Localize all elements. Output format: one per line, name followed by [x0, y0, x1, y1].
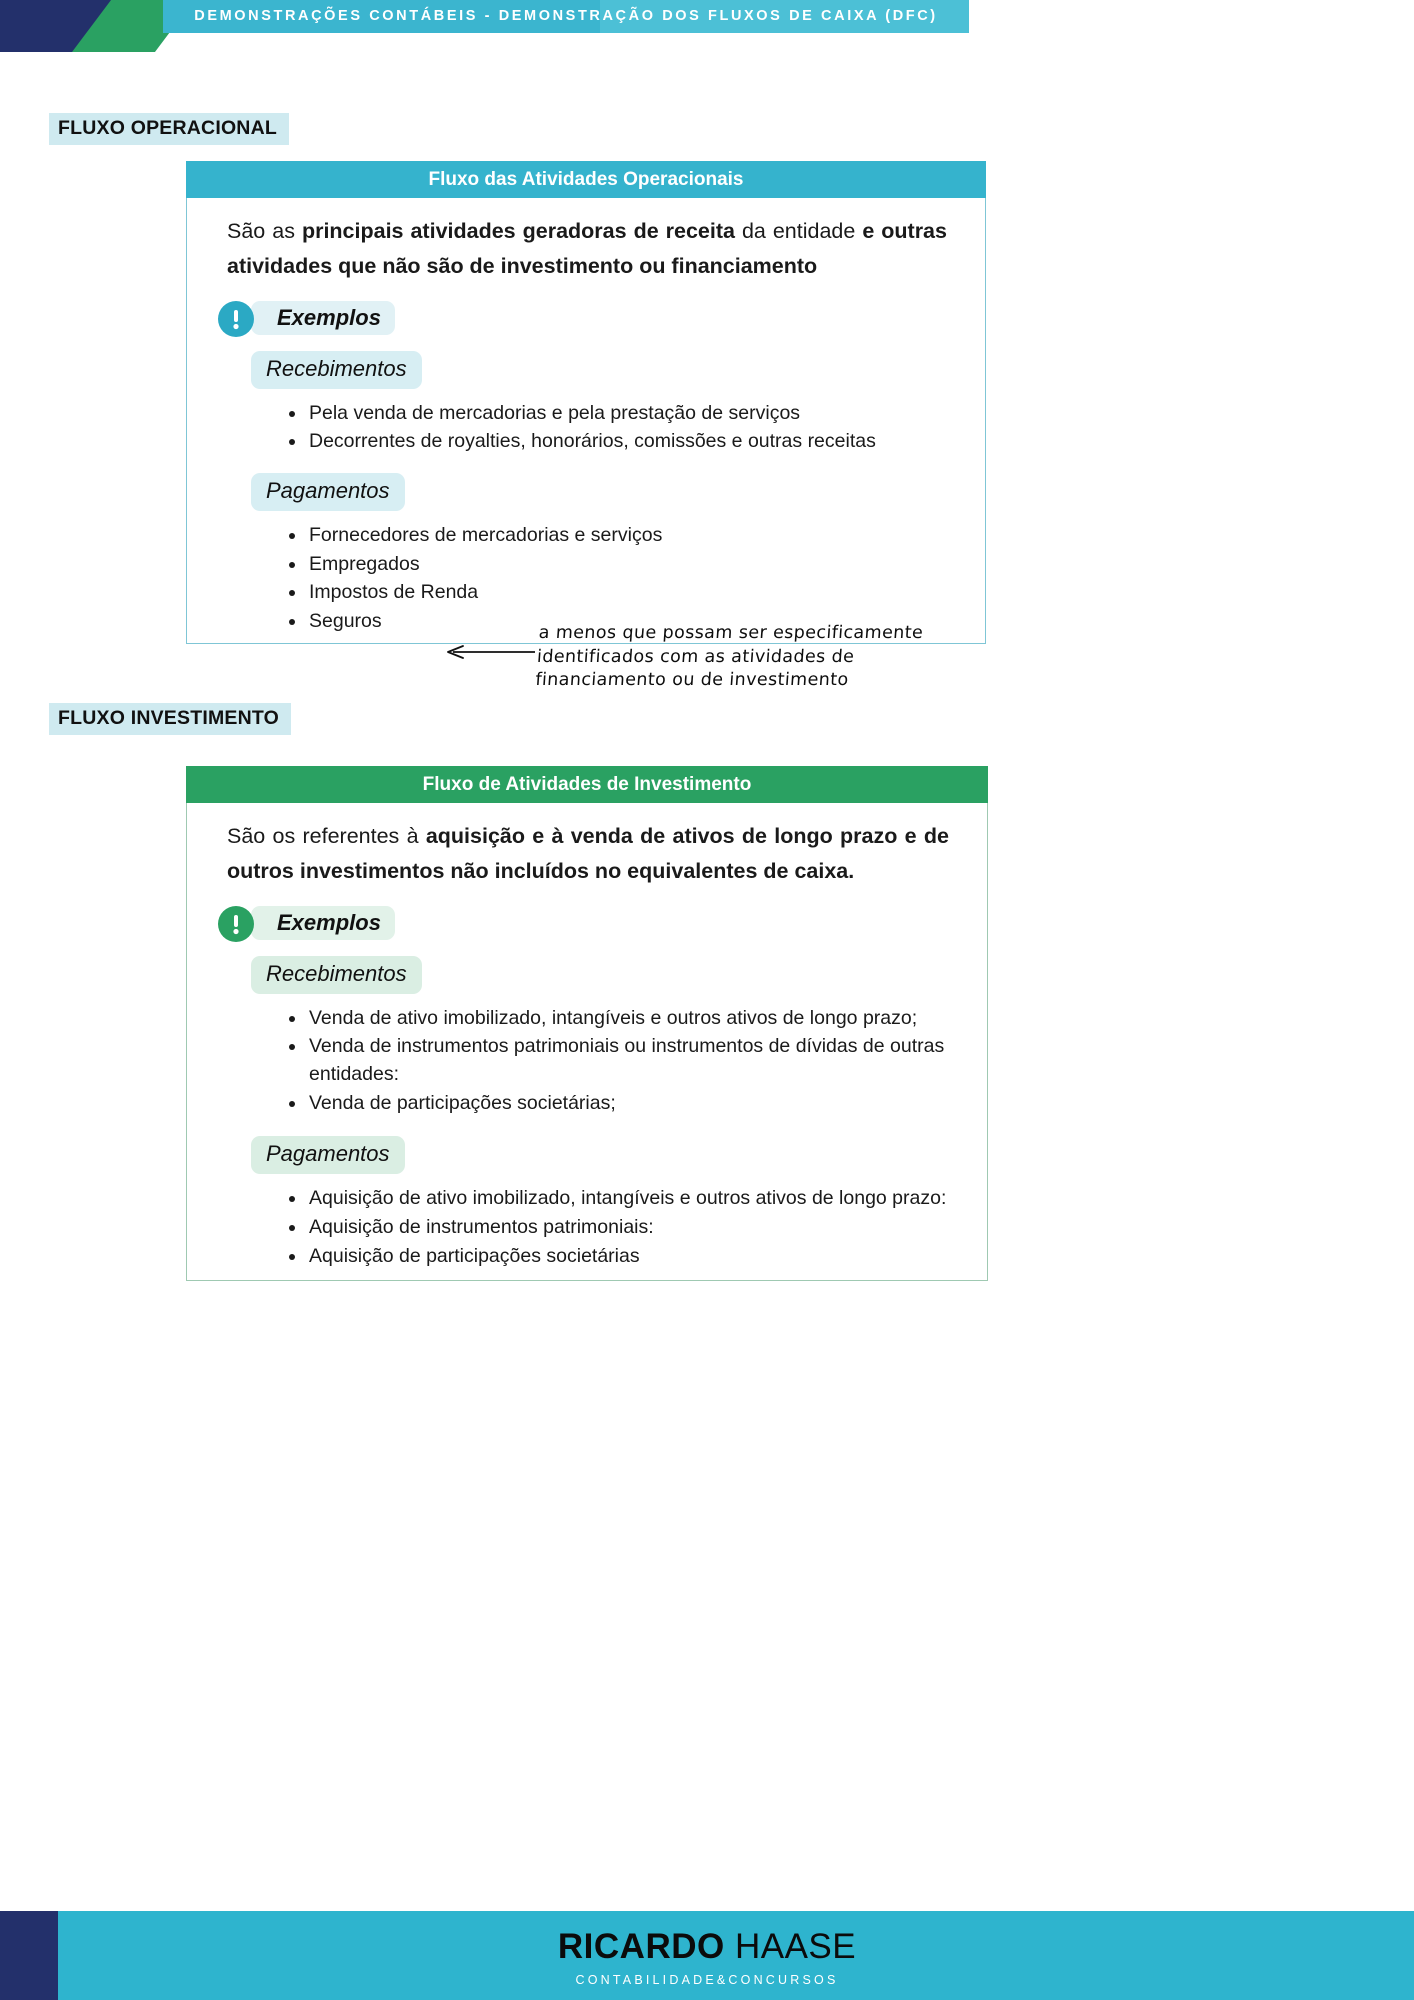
card-fluxo-investimento: [186, 766, 988, 1281]
list-item: Venda de instrumentos patrimoniais ou instrumentos de dívidas de outras entidades:: [287, 1033, 949, 1088]
exclamation-icon: [218, 906, 254, 942]
card-fluxo-operacional: [186, 161, 986, 691]
brand-name-bold: RICARDO: [557, 1927, 725, 1966]
examples-label: Exemplos: [251, 906, 395, 940]
intro-part-bold: principais atividades geradoras de receita: [301, 219, 735, 243]
list-item: Empregados: [287, 551, 947, 579]
exclamation-icon: [218, 301, 254, 337]
group-label-pagamentos: Pagamentos: [251, 1136, 405, 1174]
bullet-list-recebimentos: [227, 1005, 949, 1118]
brand-name-light: HAASE: [734, 1927, 857, 1966]
bullet-list-pagamentos: [227, 1185, 949, 1270]
page-header: [0, 0, 1414, 52]
card-body-investimento: [186, 803, 988, 1281]
intro-paragraph-investimento: [227, 819, 949, 889]
list-item: Venda de ativo imobilizado, intangíveis e outros ativos de longo prazo;: [287, 1005, 949, 1033]
list-item: Aquisição de instrumentos patrimoniais:: [287, 1214, 949, 1242]
annotation-line: identificados com as atividades de: [536, 646, 856, 667]
group-recebimentos-investimento: [227, 956, 949, 1118]
intro-part: da entidade: [734, 219, 863, 243]
section-label-operacional: FLUXO OPERACIONAL: [49, 113, 289, 145]
annotation-line: financiamento ou de investimento: [534, 670, 850, 691]
annotation-line: a menos que possam ser especificamente: [538, 623, 924, 644]
list-item: Aquisição de participações societárias: [287, 1243, 949, 1271]
examples-badge-operacional: [227, 301, 947, 337]
group-label-pagamentos: Pagamentos: [251, 473, 405, 511]
group-pagamentos-operacional: [227, 473, 947, 691]
list-item: Venda de participações societárias;: [287, 1090, 949, 1118]
list-item: Impostos de Renda: [287, 579, 947, 607]
bullet-list-recebimentos: [227, 400, 947, 456]
intro-part: São as: [227, 219, 302, 243]
intro-part: São os referentes à: [227, 824, 426, 848]
list-item: Decorrentes de royalties, honorários, comissões e outras receitas: [287, 428, 947, 456]
intro-paragraph-operacional: [227, 214, 947, 284]
footer-brand: [0, 1929, 1414, 1966]
handwritten-annotation: [535, 622, 924, 693]
examples-badge-investimento: [227, 906, 949, 942]
group-pagamentos-investimento: [227, 1136, 949, 1270]
card-title-investimento: Fluxo de Atividades de Investimento: [186, 766, 988, 803]
list-item: Fornecedores de mercadorias e serviços: [287, 522, 947, 550]
group-label-recebimentos: Recebimentos: [251, 956, 422, 994]
header-title: DEMONSTRAÇÕES CONTÁBEIS - DEMONSTRAÇÃO DOS FLUXOS DE CAIXA (DFC): [194, 8, 938, 24]
footer-tagline: CONTABILIDADE&CONCURSOS: [575, 1973, 839, 1987]
intro-part-bold: e outras atividades que não são de investimento ou financiamento: [227, 219, 947, 278]
card-body-operacional: [186, 198, 986, 691]
bullet-list-pagamentos: [227, 522, 947, 636]
group-label-recebimentos: Recebimentos: [251, 351, 422, 389]
page-footer: [0, 1911, 1414, 2000]
list-item: Aquisição de ativo imobilizado, intangíveis e outros ativos de longo prazo:: [287, 1185, 949, 1213]
list-item: Seguros: [287, 608, 947, 636]
card-title-operacional: Fluxo das Atividades Operacionais: [186, 161, 986, 198]
intro-part-bold: aquisição e à venda de ativos de longo prazo e de outros investimentos não incluídos no equivalentes de caixa.: [227, 824, 949, 883]
examples-label: Exemplos: [251, 301, 395, 335]
group-recebimentos-operacional: [227, 351, 947, 456]
list-item: Pela venda de mercadorias e pela prestação de serviços: [287, 400, 947, 428]
annotation-arrow-icon: [445, 645, 537, 659]
section-label-investimento: FLUXO INVESTIMENTO: [49, 703, 291, 735]
